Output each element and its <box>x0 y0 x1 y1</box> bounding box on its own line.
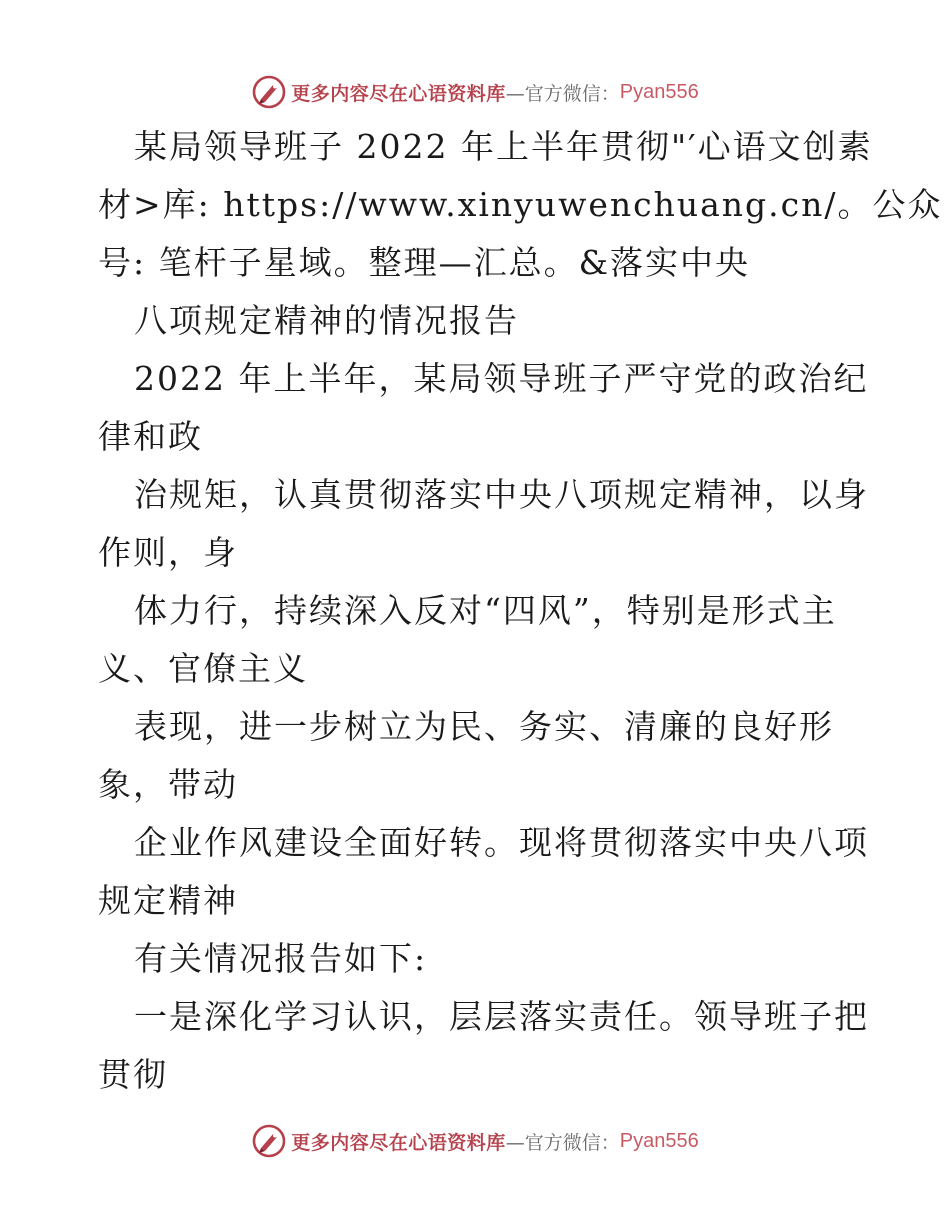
document-line: 企业作风建设全面好转。现将贯彻落实中央八项 <box>134 823 869 862</box>
banner-wechat-id: Pyan556 <box>619 1129 699 1152</box>
document-line: 材>库: https://www.xinyuwenchuang.cn/。公众 <box>98 185 943 224</box>
document-line: 治规矩，认真贯彻落实中央八项规定精神，以身 <box>134 475 869 514</box>
document-line: 号: 笔杆子星域。整理—汇总。&落实中央 <box>98 243 750 282</box>
pen-logo-icon <box>251 74 287 110</box>
document-line: 一是深化学习认识，层层落实责任。领导班子把 <box>134 997 869 1036</box>
document-line: 2022 年上半年，某局领导班子严守党的政治纪 <box>134 359 869 398</box>
document-body <box>98 118 943 1104</box>
banner-wechat-id: Pyan556 <box>619 80 699 103</box>
document-line: 有关情况报告如下: <box>134 939 428 978</box>
document-line: 作则，身 <box>98 533 238 572</box>
document-title-line: 八项规定精神的情况报告 <box>134 301 519 340</box>
document-line: 体力行，持续深入反对“四风”，特别是形式主 <box>134 591 837 630</box>
document-line: 律和政 <box>98 417 203 456</box>
document-line: 贯彻 <box>98 1055 168 1094</box>
banner-official-text: —官方微信： <box>505 1131 620 1154</box>
banner-official-text: —官方微信： <box>505 82 620 105</box>
document-line: 某局领导班子 2022 年上半年贯彻"′心语文创素 <box>134 127 873 166</box>
watermark-banner-top <box>0 72 950 112</box>
document-line: 规定精神 <box>98 881 238 920</box>
document-line: 象，带动 <box>98 765 238 804</box>
watermark-banner-bottom <box>0 1121 950 1161</box>
pen-logo-icon <box>251 1123 287 1159</box>
document-line: 义、官僚主义 <box>98 649 308 688</box>
banner-brand-text: 更多内容尽在心语资料库 <box>291 1131 506 1154</box>
banner-brand-text: 更多内容尽在心语资料库 <box>291 82 506 105</box>
document-line: 表现，进一步树立为民、务实、清廉的良好形 <box>134 707 834 746</box>
